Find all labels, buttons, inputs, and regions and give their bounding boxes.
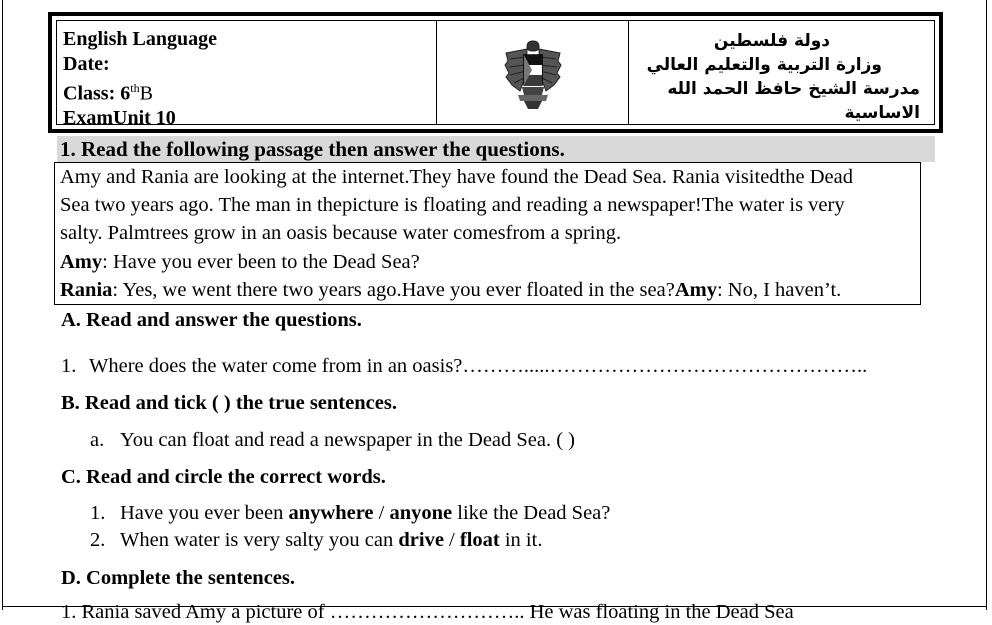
emblem-cell	[437, 21, 629, 124]
partD-question-1: 1. Rania saved Amy a picture of ……………………….. He was floating in the Dead Sea	[61, 601, 794, 623]
partA-title: A. Read and answer the questions.	[61, 309, 362, 331]
option-anyone[interactable]: anyone	[389, 502, 453, 524]
partC-question-1: 1. Have you ever been anywhere / anyone like the Dead Sea?	[90, 502, 611, 524]
partC-title: C. Read and circle the correct words.	[61, 466, 386, 488]
subject-label: English Language	[63, 28, 217, 50]
partD-title: D. Complete the sentences.	[61, 567, 295, 589]
option-anywhere[interactable]: anywhere	[288, 502, 374, 524]
header-info-cell	[57, 21, 437, 130]
partB-title: B. Read and tick ( ) the true sentences.	[61, 392, 397, 414]
class-label: Class: 6thB	[63, 81, 153, 105]
passage-line-2: Sea two years ago. The man in thepicture is floating and reading a newspaper!The water is very	[60, 194, 845, 217]
date-label: Date:	[63, 52, 110, 75]
exam-label: ExamUnit 10	[63, 107, 176, 130]
arabic-ministry-line: وزارة التربية والتعليم العالي	[646, 55, 882, 75]
header-arabic-cell	[629, 21, 934, 124]
dialogue-line-2: Rania: Yes, we went there two years ago.Have you ever floated in the sea?Amy: No, I haven’t.	[60, 278, 842, 301]
answer-blank[interactable]: ……….....………………………………………..	[462, 355, 868, 377]
partB-sentence-a[interactable]: a. You can float and read a newspaper in the Dead Sea. ( )	[90, 429, 576, 451]
page-frame-right	[986, 0, 987, 610]
exam-header	[48, 12, 943, 133]
palestinian-eagle-emblem-icon	[502, 35, 564, 111]
page-frame-left	[2, 0, 3, 610]
passage-line-1: Amy and Rania are looking at the internet.They have found the Dead Sea. Rania visitedthe Dead	[60, 166, 853, 188]
arabic-state-line: دولة فلسطين	[713, 31, 830, 51]
arabic-school-line: مدرسة الشيخ حافظ الحمد الله الاساسية	[667, 79, 920, 123]
dialogue-line-1: Amy: Have you ever been to the Dead Sea?	[60, 250, 420, 273]
option-float[interactable]: float	[459, 529, 500, 551]
partC-question-2: 2. When water is very salty you can drive / float in it.	[90, 529, 543, 551]
passage-line-3: salty. Palmtrees grow in an oasis because water comesfrom a spring.	[60, 222, 622, 245]
section1-title: 1. Read the following passage then answer the questions.	[57, 136, 935, 162]
partA-question-1: 1. Where does the water come from in an oasis?……….....………………………………………..	[61, 355, 868, 377]
option-drive[interactable]: drive	[398, 529, 444, 551]
reading-passage	[54, 162, 921, 305]
